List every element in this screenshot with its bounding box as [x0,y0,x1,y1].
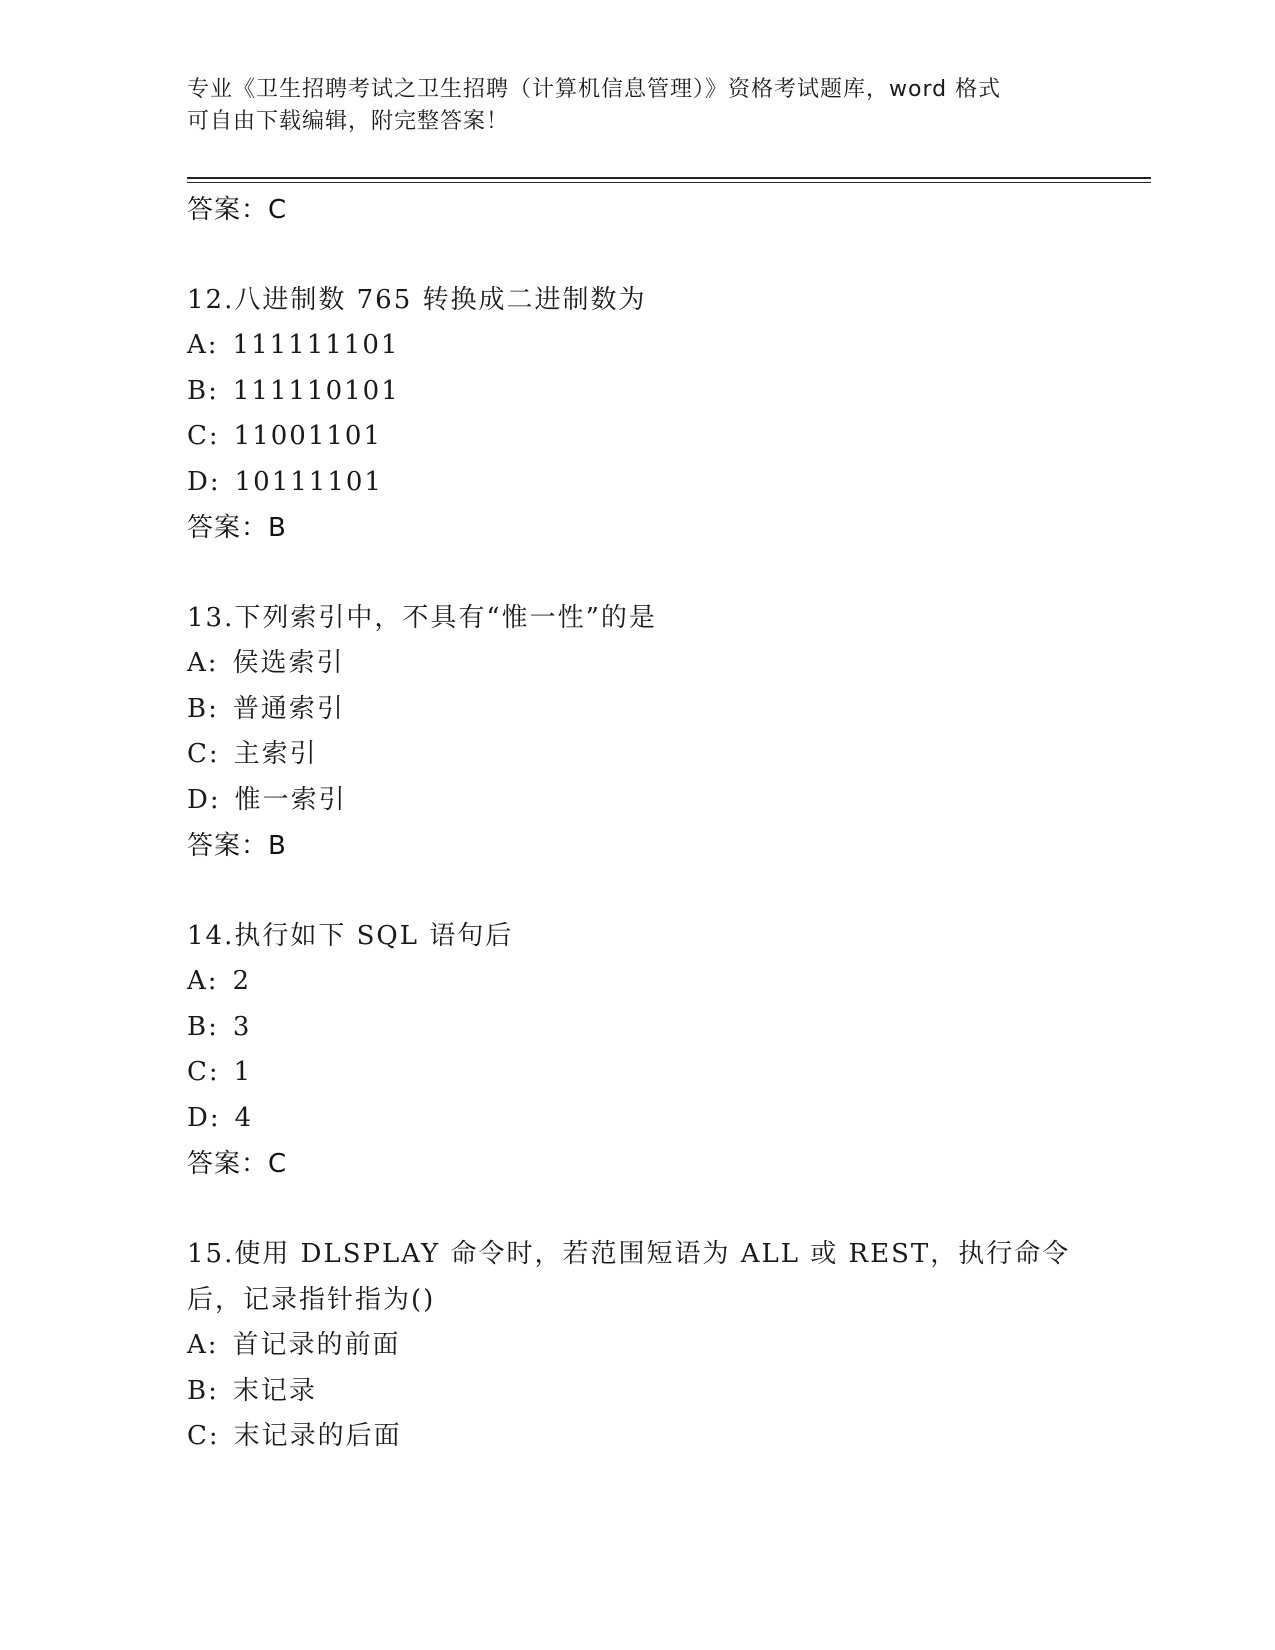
option-text: 11001101 [233,421,382,451]
option-text: 末记录 [232,1375,317,1406]
header-rule-thick [187,177,1151,179]
document-header [187,74,1087,138]
option-b [187,369,1087,415]
question-list [187,187,1087,1460]
header-line-1: 专业《卫生招聘考试之卫生招聘（计算机信息管理）》资格考试题库，word 格式 [187,77,1002,102]
answer-line: 答案：B [187,831,287,861]
option-label: C: [187,739,220,769]
option-text: 2 [232,966,252,996]
header-line-2: 可自由下载编辑，附完整答案！ [187,109,510,134]
question-stem: 13.下列索引中，不具有“惟一性”的是 [187,603,657,633]
question-block-14 [187,913,1087,1187]
option-label: D: [187,784,221,815]
question-block-15 [187,1231,1087,1460]
option-label: A: [187,330,219,360]
answer-line: 答案：C [187,195,288,225]
option-label: D: [187,466,221,497]
option-text: 主索引 [233,739,318,769]
option-d [187,778,1087,824]
option-c [187,1414,1087,1460]
option-text: 末记录的后面 [233,1421,402,1451]
answer-line: 答案：C [187,1149,288,1179]
option-text: 3 [232,1011,252,1042]
option-label: A: [187,648,219,678]
option-c [187,414,1087,460]
option-text: 1 [233,1057,253,1087]
option-a [187,323,1087,369]
option-text: 111111101 [232,330,400,360]
option-d [187,1096,1087,1142]
option-label: C: [187,1421,220,1451]
question-block-13 [187,595,1087,869]
option-label: C: [187,421,220,451]
option-c [187,732,1087,778]
option-b [187,1005,1087,1051]
option-text: 侯选索引 [232,648,345,678]
question-stem: 12.八进制数 765 转换成二进制数为 [187,285,647,315]
option-b [187,687,1087,733]
option-text: 10111101 [234,466,383,497]
header-rule-thin [187,182,1151,183]
option-label: D: [187,1102,221,1133]
answer-line: 答案：B [187,513,287,543]
option-a [187,641,1087,687]
question-stem: 14.执行如下 SQL 语句后 [187,921,514,951]
question-stem: 15.使用 DLSPLAY 命令时，若范围短语为 ALL 或 REST，执行命令后，记录指针指为() [187,1239,1071,1315]
option-text: 惟一索引 [234,784,347,815]
option-label: B: [187,693,219,724]
option-text: 普通索引 [232,693,345,724]
option-label: B: [187,375,219,406]
option-d [187,460,1087,506]
option-text: 首记录的前面 [232,1330,401,1360]
option-label: B: [187,1375,219,1406]
option-b [187,1369,1087,1415]
question-block-12 [187,277,1087,551]
option-a [187,959,1087,1005]
option-label: A: [187,966,219,996]
option-c [187,1050,1087,1096]
option-label: A: [187,1330,219,1360]
option-text: 111110101 [232,375,400,406]
option-text: 4 [234,1102,254,1133]
option-label: B: [187,1011,219,1042]
option-a [187,1323,1087,1369]
option-label: C: [187,1057,220,1087]
